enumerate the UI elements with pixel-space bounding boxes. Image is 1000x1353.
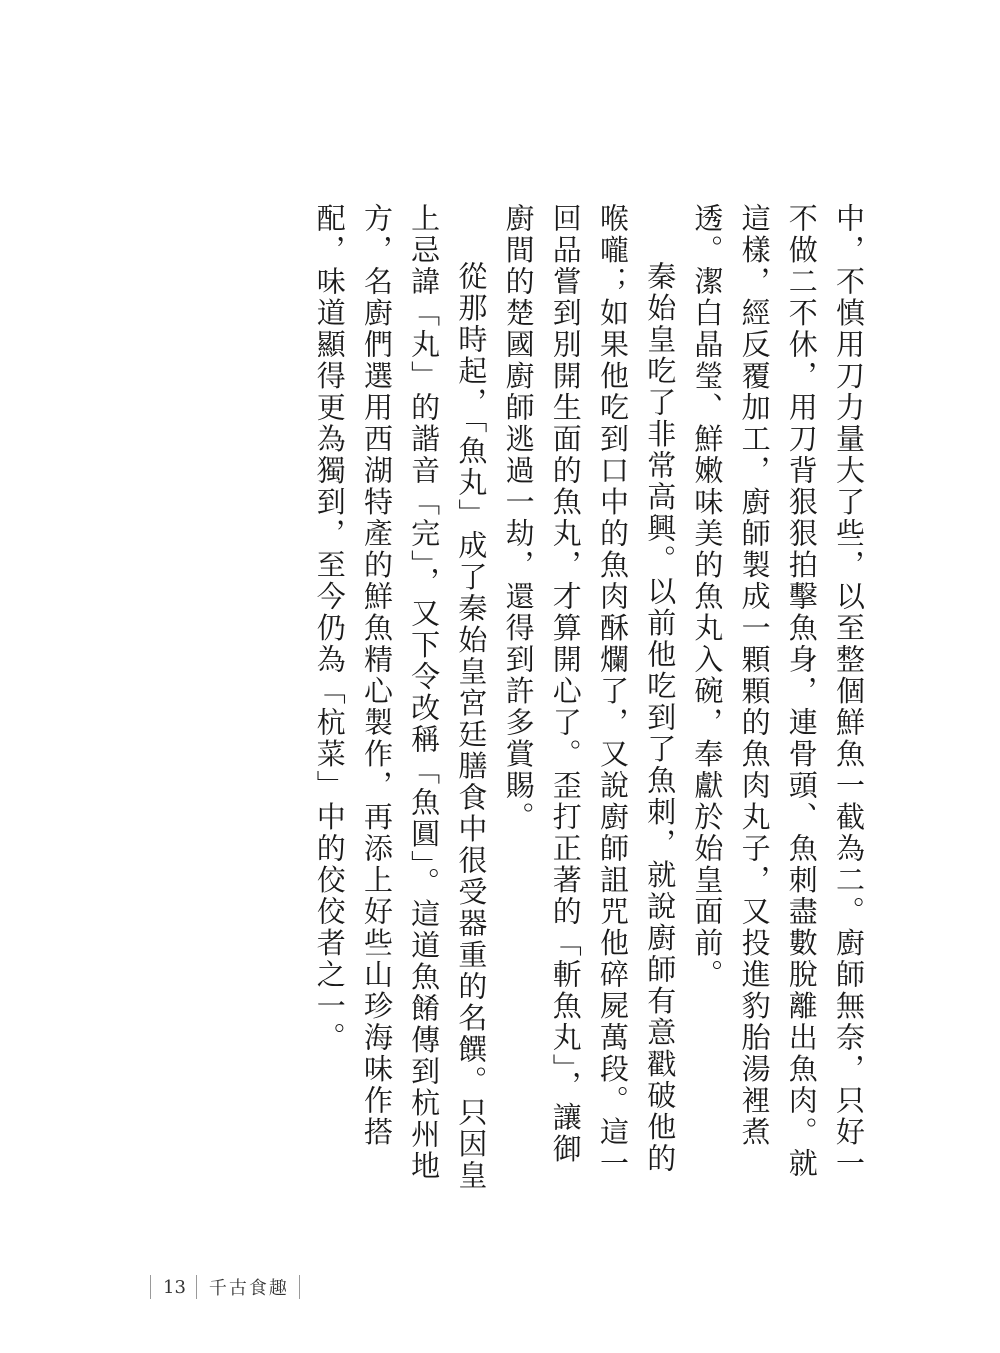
footer-divider-right [299, 1275, 300, 1299]
paragraph-from-then-on: 從那時起，「魚丸」成了秦始皇宮廷膳食中很受器重的名饌。只因皇上忌諱「丸」的諧音「完」，又下令改稱「魚圓」。這道魚餚傳到杭州地方，名廚們選用西湖特產的鮮魚精心製作，再添上好些山珍海味作搭配，味道顯得更為獨到，至今仍為「杭菜」中的佼佼者之一。 [312, 203, 489, 1192]
paragraph-qin-shi-huang: 秦始皇吃了非常高興。以前他吃到了魚刺，就說廚師有意戳破他的喉嚨；如果他吃到口中的魚肉酥爛了，又說廚師詛咒他碎屍萬段。這一回品嘗到別開生面的魚丸，才算開心了。歪打正著的「斬魚丸」，讓御廚間的楚國廚師逃過一劫，還得到許多賞賜。 [501, 203, 678, 1180]
page-number: 13 [163, 1276, 186, 1298]
body-text [306, 203, 872, 1193]
book-title: 千古食趣 [208, 1278, 289, 1299]
page-footer [150, 1273, 300, 1301]
paragraph-continued: 中，不慎用刀力量大了些，以至整個鮮魚一截為二。廚師無奈，只好一不做二不休，用刀背狠狠拍擊魚身，連骨頭、魚刺盡數脫離出魚肉。就這樣，經反覆加工，廚師製成一顆顆的魚肉丸子，又投進豹胎湯裡煮透。潔白晶瑩、鮮嫩味美的魚丸入碗，奉獻於始皇面前。 [690, 203, 866, 1180]
